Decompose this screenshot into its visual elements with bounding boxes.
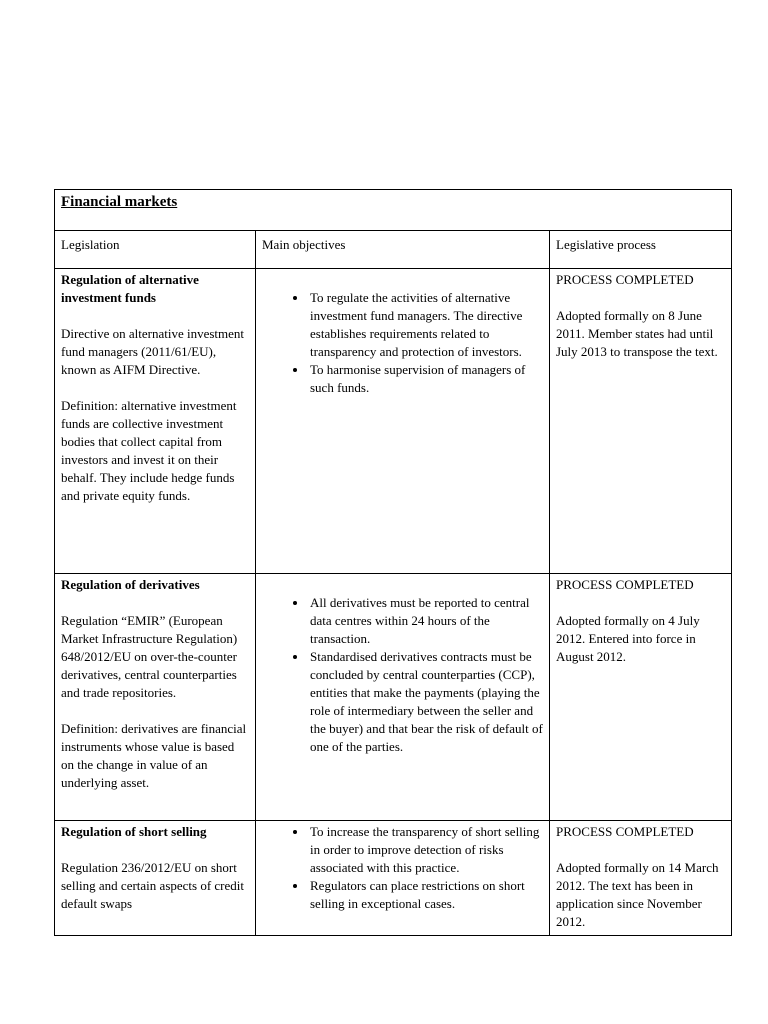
legislation-title: Regulation of short selling [61,824,207,839]
title-row [55,190,732,231]
process-cell [550,574,732,821]
process-cell [550,821,732,936]
process-cell [550,269,732,574]
legislation-description: Regulation 236/2012/EU on short selling and certain aspects of credit default swaps [61,860,245,911]
process-text: Adopted formally on 8 June 2011. Member states had until July 2013 to transpose the text. [556,308,718,359]
legislation-description-line1: Directive on alternative investment fund managers (2011/61/EU), [61,326,245,359]
objective-item: • To increase the transparency of short selling in order to improve detection of risks associated with this practice. [308,823,543,877]
legislation-description-line2: known as AIFM Directive. [61,362,201,377]
objective-item: • Standardised derivatives contracts must be concluded by central counterparties (CCP), entities that make the payments (playing the role of intermediary between the seller and the buyer) and that bear the risk of default of one of the parties. [308,648,543,756]
legislation-cell [55,269,256,574]
process-text: Adopted formally on 4 July 2012. Entered into force in August 2012. [556,613,700,664]
objectives-list [262,289,543,397]
table-row [55,574,732,821]
objectives-list [262,594,543,756]
table-title: Financial markets [61,194,178,210]
header-legislation: Legislation [55,231,256,269]
process-text: Adopted formally on 14 March 2012. The text has been in application since November 2012. [556,860,719,929]
legislation-definition: Definition: derivatives are financial instruments whose value is based on the change in value of an underlying asset. [61,721,247,790]
financial-markets-table [54,189,732,936]
legislation-cell [55,574,256,821]
legislation-description: Regulation “EMIR” (European Market Infrastructure Regulation) 648/2012/EU on over-the-counter derivatives, central counterparties and trade repositories. [61,613,238,700]
process-status: PROCESS COMPLETED [556,577,694,592]
objective-item: • To harmonise supervision of managers of such funds. [308,361,543,397]
legislation-title: Regulation of derivatives [61,577,200,592]
process-status: PROCESS COMPLETED [556,272,694,287]
objectives-cell [256,821,550,936]
legislation-definition: Definition: alternative investment funds are collective investment bodies that collect capital from investors and invest it on their behalf. They include hedge funds and private equity funds. [61,398,237,503]
process-status: PROCESS COMPLETED [556,824,694,839]
objectives-cell [256,574,550,821]
title-cell [55,190,732,231]
header-row [55,231,732,269]
objectives-list [262,823,543,913]
table-row [55,269,732,574]
header-objectives: Main objectives [256,231,550,269]
objective-item: • Regulators can place restrictions on short selling in exceptional cases. [308,877,543,913]
table-row [55,821,732,936]
objective-item: • To regulate the activities of alternative investment fund managers. The directive establishes requirements related to transparency and protection of investors. [308,289,543,361]
legislation-title: Regulation of alternative investment funds [61,272,199,305]
header-process: Legislative process [550,231,732,269]
objectives-cell [256,269,550,574]
objective-item: • All derivatives must be reported to central data centres within 24 hours of the transaction. [308,594,543,648]
legislation-cell [55,821,256,936]
